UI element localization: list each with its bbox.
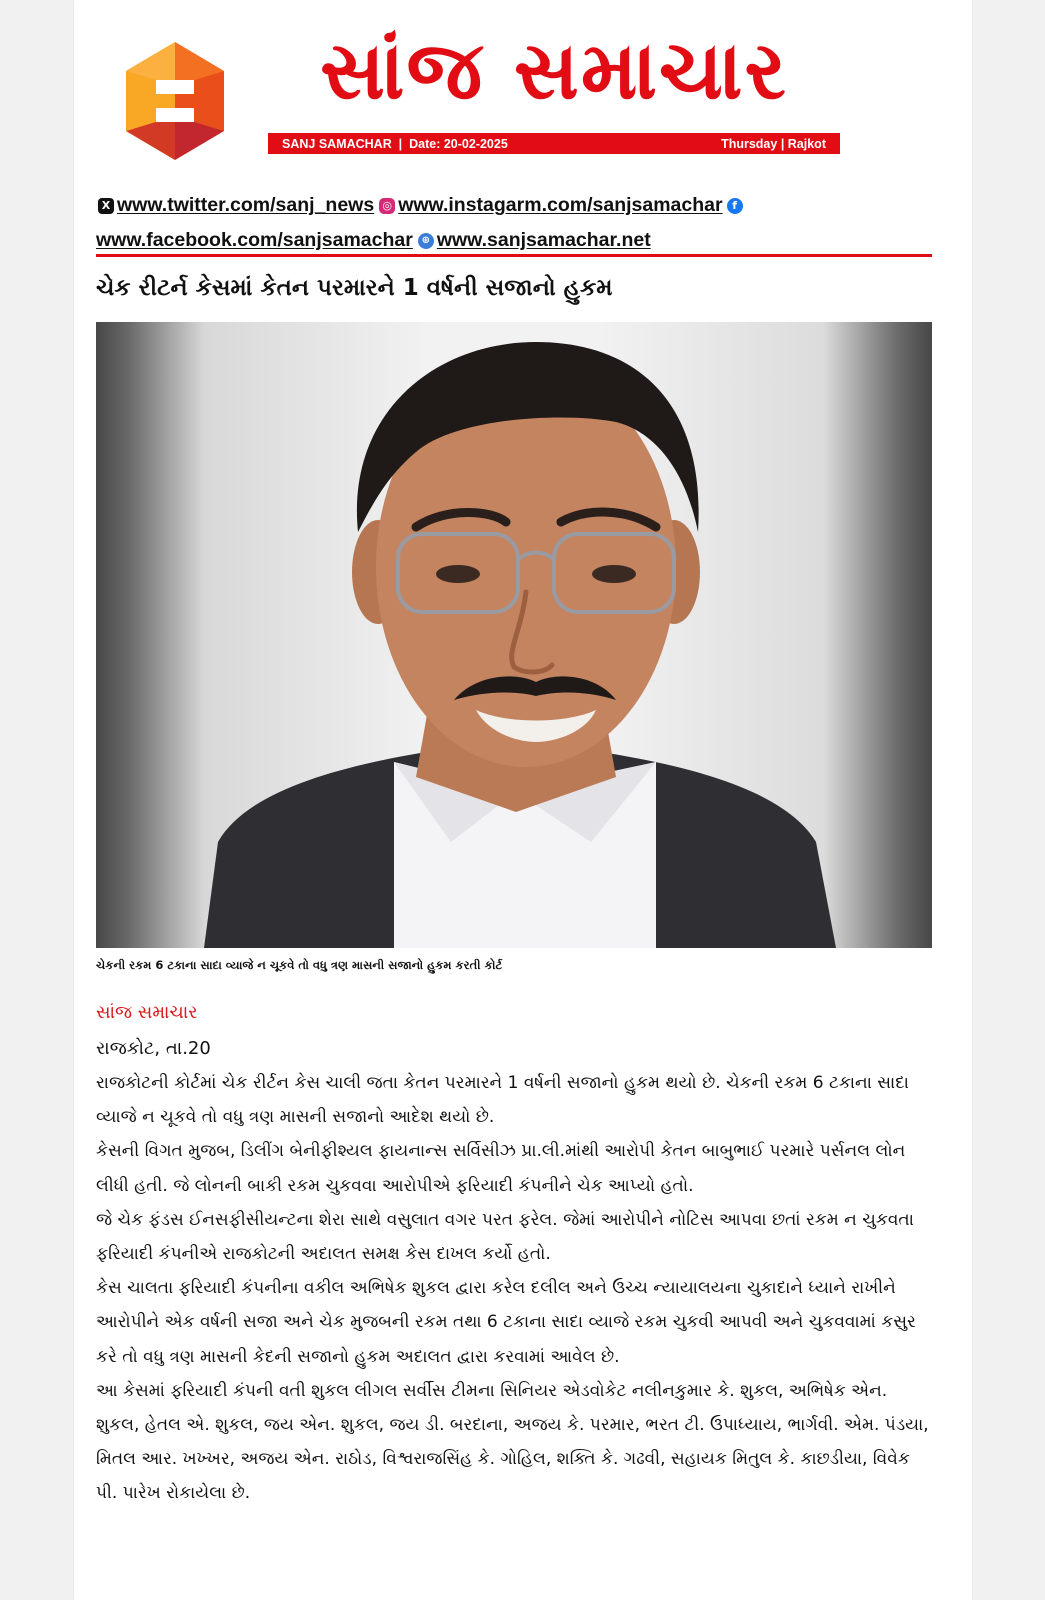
article-byline: સાંજ સમાચાર: [96, 1002, 198, 1023]
sanj-samachar-logo: [122, 40, 228, 162]
article-paragraph: રાજકોટની કોર્ટમાં ચેક રીર્ટન કેસ ચાલી જતા કેતન પરમારને 1 વર્ષની સજાનો હુકમ થયો છે. ચેકની રકમ 6 ટકાના સાદા વ્યાજે ન ચૂકવે તો વધુ ત્રણ માસની સજાનો આદેશ થયો છે.: [96, 1073, 909, 1128]
article-dateline: રાજકોટ, તા.20: [96, 1038, 211, 1059]
twitter-link[interactable]: www.twitter.com/sanj_news: [117, 194, 375, 216]
article-headline: ચેક રીટર્ન કેસમાં કેતન પરમારને 1 વર્ષની સજાનો હુકમ: [96, 275, 613, 301]
masthead-day-city: Thursday | Rajkot: [721, 136, 826, 151]
article-body: [96, 1066, 932, 1511]
website-link[interactable]: www.sanjsamachar.net: [436, 229, 651, 251]
masthead-date: SANJ SAMACHAR | Date: 20-02-2025: [282, 136, 508, 151]
portrait-illustration: [96, 322, 932, 948]
facebook-link[interactable]: www.facebook.com/sanjsamachar: [96, 229, 413, 251]
instagram-icon: ◎: [379, 198, 395, 214]
photo-caption: ચેકની રકમ 6 ટકાના સાદા વ્યાજે ન ચૂકવે તો વધુ ત્રણ માસની સજાનો હુકમ કરતી કોર્ટ: [96, 958, 503, 972]
instagram-link[interactable]: www.instagarm.com/sanjsamachar: [398, 194, 723, 216]
x-icon: X: [98, 198, 114, 214]
globe-icon: ⊕: [418, 233, 434, 249]
masthead-title: સાંજ સમાચાર: [320, 23, 788, 117]
header-divider: [96, 254, 932, 257]
facebook-icon: f: [727, 198, 743, 214]
social-links-row-1: [96, 194, 956, 217]
masthead-strip: [268, 133, 840, 154]
article-photo: [96, 322, 932, 948]
social-links-row-2: [96, 229, 956, 252]
article-paragraph: જે ચેક ફંડસ ઈનસફીસીયન્ટના શેરા સાથે વસુલાત વગર પરત ફરેલ. જેમાં આરોપીને નોટિસ આપવા છતાં રકમ ન ચુકવતા ફરિયાદી કંપનીએ રાજકોટની અદાલત સમક્ષ કેસ દાખલ કર્યો હતો.: [96, 1209, 914, 1265]
newspaper-page: [74, 0, 972, 1600]
article-paragraph: આ કેસમાં ફરિયાદી કંપની વતી શુકલ લીગલ સર્વીસ ટીમના સિનિયર એડવોકેટ નલીનકુમાર કે. શુકલ, અભિષેક એન. શુકલ, હેતલ એ. શુકલ, જય એન. શુકલ, જય ડી. બરદાના, અજય કે. પરમાર, ભરત ટી. ઉપાધ્યાય, ભાર્ગવી. એમ. પંડયા, મિતલ આર. ખખ્ખર, અજય એન. રાઠોડ, વિશ્વરાજસિંહ કે. ગોહિલ, શક્તિ કે. ગઢવી, સહાયક મિતુલ કે. કાછડીયા, વિવેક પી. પારેખ રોકાયેલા છે.: [96, 1380, 929, 1504]
article-paragraph: કેસ ચાલતા ફરિયાદી કંપનીના વકીલ અભિષેક શુકલ દ્વારા કરેલ દલીલ અને ઉચ્ચ ન્યાયાલયના ચુકાદાને ધ્યાને રાખીને આરોપીને એક વર્ષની સજા અને ચેક મુજબની રકમ તથા 6 ટકાના સાદા વ્યાજે રકમ ચુકવી આપવી અને ચુકવવામાં કસુર કરે તો વધુ ત્રણ માસની કેદની સજાનો હુકમ અદાલત દ્વારા કરવામાં આવેલ છે.: [96, 1278, 916, 1367]
article-paragraph: કેસની વિગત મુજબ, ડિલીંગ બેનીફીશ્યલ ફાયનાન્સ સર્વિસીઝ પ્રા.લી.માંથી આરોપી કેતન બાબુભાઈ પરમારે પર્સનલ લોન લીધી હતી. જે લોનની બાકી રકમ ચુકવવા આરોપીએ ફરિયાદી કંપનીને ચેક આપ્યો હતો.: [96, 1141, 906, 1196]
